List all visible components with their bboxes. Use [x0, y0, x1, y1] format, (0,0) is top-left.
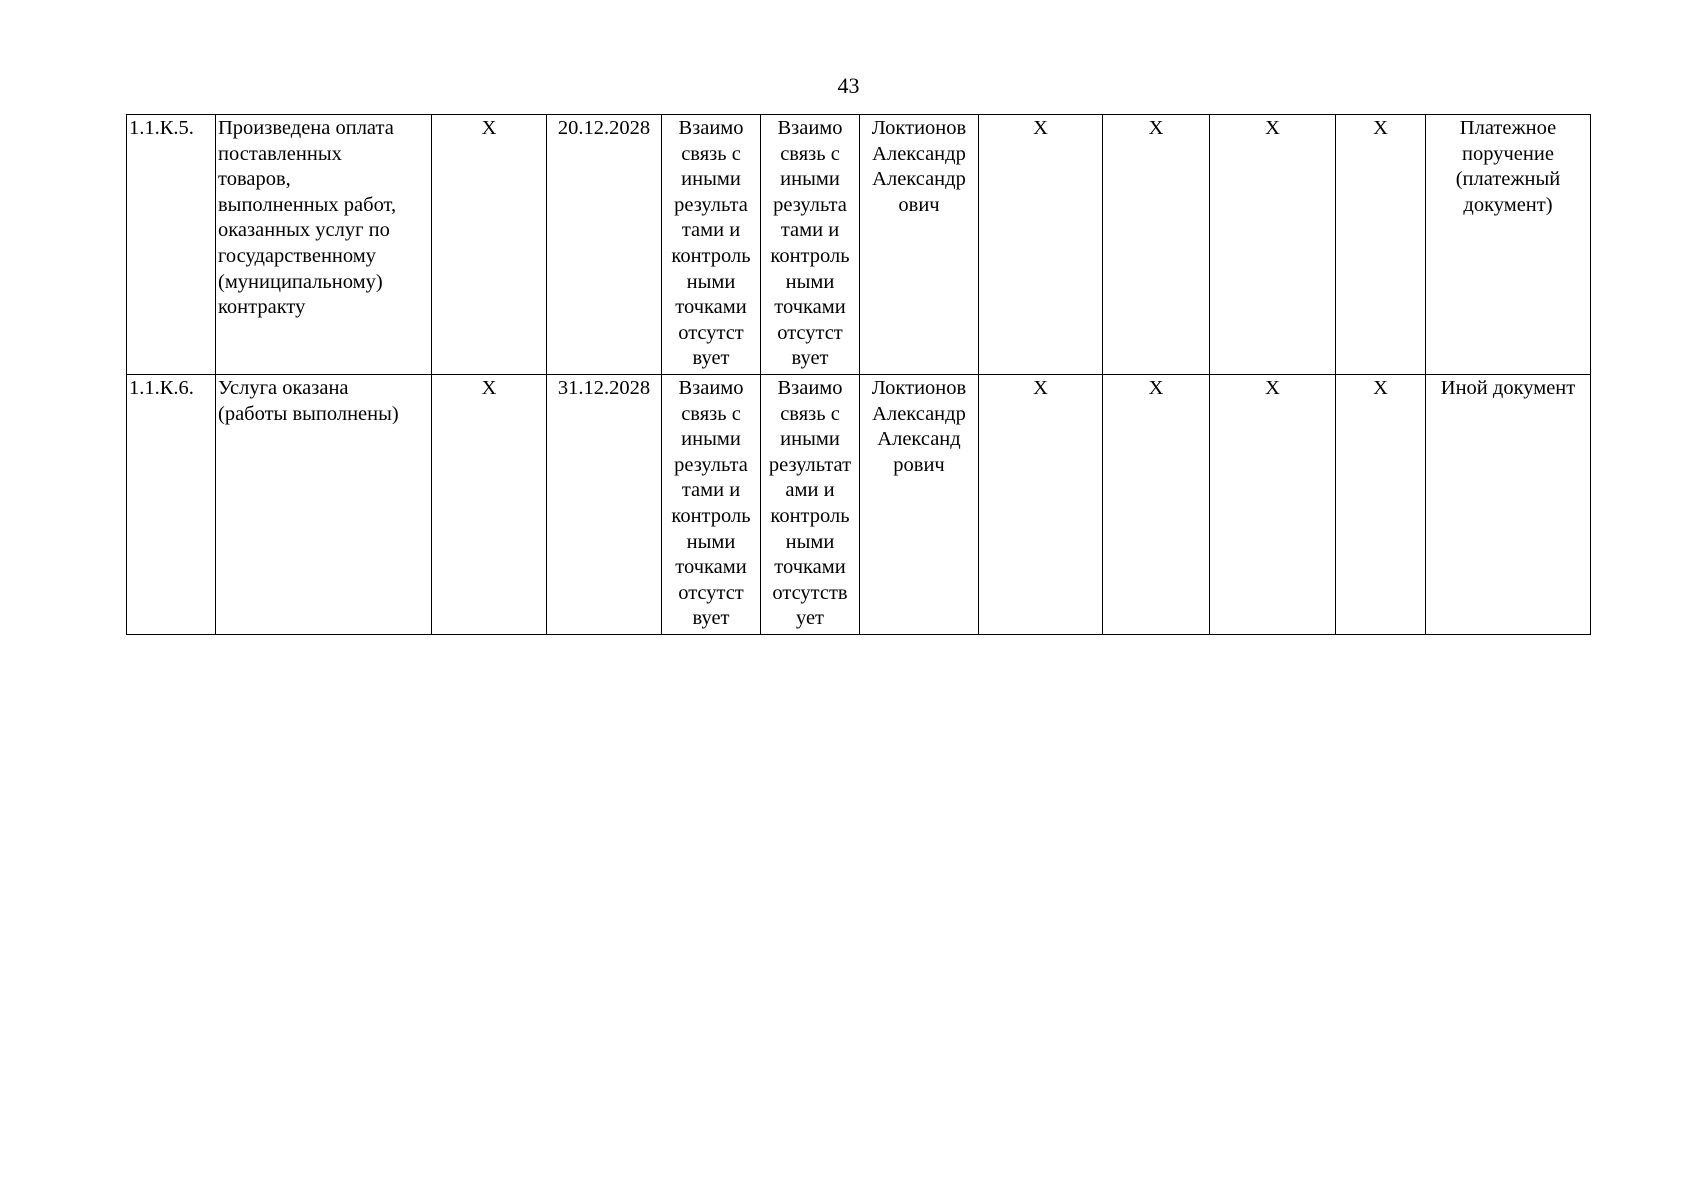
row-relation-cell: Взаимо связь с иными результа тами и контроль ными точками отсутст вует — [662, 375, 761, 635]
row-code-cell: 1.1.К.5. — [127, 115, 216, 375]
row-description-cell: Услуга оказана (работы выполнены) — [216, 375, 432, 635]
row-col3-cell: Х — [432, 115, 547, 375]
row-responsible-cell: Локтионов Александр Александр ович — [860, 115, 979, 375]
table-row — [127, 375, 1591, 635]
row-date-cell: 20.12.2028 — [547, 115, 662, 375]
row-col9-cell: Х — [1103, 375, 1210, 635]
row-description-cell: Произведена оплата поставленных товаров, выполненных работ, оказанных услуг по государственному (муниципальному) контракту — [216, 115, 432, 375]
row-date-cell: 31.12.2028 — [547, 375, 662, 635]
row-col11-cell: Х — [1336, 115, 1426, 375]
table-row — [127, 115, 1591, 375]
row-relation-cell: Взаимо связь с иными результа тами и контроль ными точками отсутст вует — [662, 115, 761, 375]
row-col9-cell: Х — [1103, 115, 1210, 375]
row-col8-cell: Х — [979, 375, 1103, 635]
row-relation-cell: Взаимо связь с иными результа тами и контроль ными точками отсутст вует — [761, 115, 860, 375]
row-relation-cell: Взаимо связь с иными результат ами и контроль ными точками отсутств ует — [761, 375, 860, 635]
row-document-cell: Платежное поручение (платежный документ) — [1426, 115, 1591, 375]
row-responsible-cell: Локтионов Александр Александ рович — [860, 375, 979, 635]
row-col8-cell: Х — [979, 115, 1103, 375]
row-document-cell: Иной документ — [1426, 375, 1591, 635]
row-col10-cell: Х — [1210, 115, 1336, 375]
row-col11-cell: Х — [1336, 375, 1426, 635]
row-col3-cell: Х — [432, 375, 547, 635]
control-points-table — [126, 114, 1591, 635]
page-number: 43 — [837, 73, 860, 98]
row-code-cell: 1.1.К.6. — [127, 375, 216, 635]
row-col10-cell: Х — [1210, 375, 1336, 635]
